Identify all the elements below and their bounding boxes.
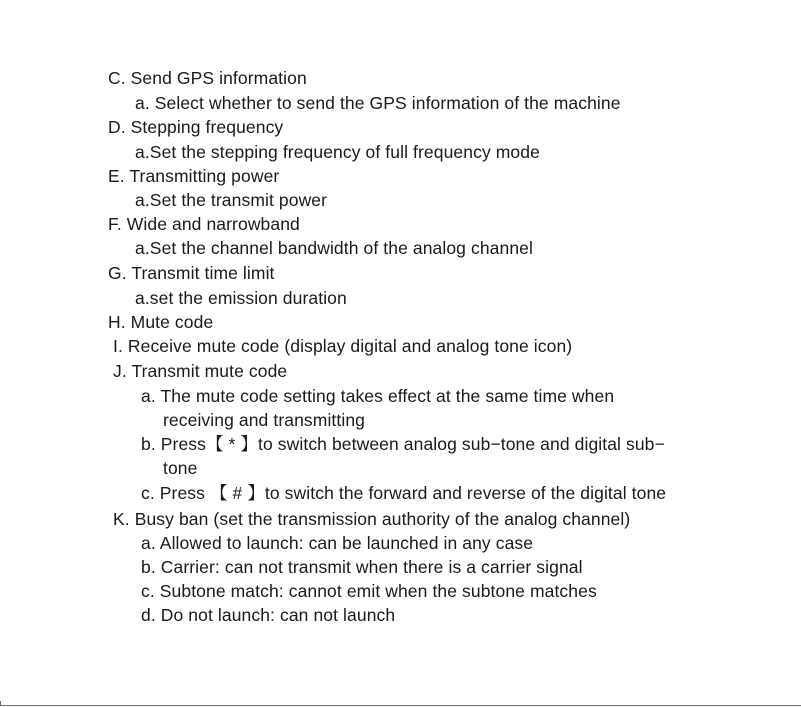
page-bottom-rule: [0, 705, 801, 706]
section-k-item-c: c. Subtone match: cannot emit when the subtone matches: [141, 581, 597, 601]
section-j-heading: J. Transmit mute code: [113, 361, 288, 381]
section-i-heading: I. Receive mute code (display digital and analog tone icon): [113, 336, 573, 356]
section-j-item-c: c. Press 【 # 】to switch the forward and reverse of the digital tone: [141, 483, 667, 503]
page-corner-mark: [0, 701, 6, 705]
section-k-item-a: a. Allowed to launch: can be launched in any case: [141, 533, 534, 553]
section-e-item-a: a.Set the transmit power: [135, 190, 328, 210]
section-d-item-a: a.Set the stepping frequency of full frequency mode: [135, 142, 540, 162]
section-f-item-a: a.Set the channel bandwidth of the analog channel: [135, 238, 533, 258]
section-c-heading: C. Send GPS information: [108, 68, 307, 88]
section-e-heading: E. Transmitting power: [108, 166, 280, 186]
section-f-heading: F. Wide and narrowband: [108, 214, 300, 234]
section-h-heading: H. Mute code: [108, 312, 214, 332]
section-g-heading: G. Transmit time limit: [108, 263, 275, 283]
section-j-item-b-continued: tone: [163, 458, 198, 478]
section-k-item-b: b. Carrier: can not transmit when there is a carrier signal: [141, 557, 583, 577]
section-d-heading: D. Stepping frequency: [108, 117, 284, 137]
section-c-item-a: a. Select whether to send the GPS information of the machine: [135, 93, 621, 113]
section-j-item-a: a. The mute code setting takes effect at the same time when: [141, 386, 615, 406]
section-k-item-d: d. Do not launch: can not launch: [141, 605, 396, 625]
section-k-heading: K. Busy ban (set the transmission authority of the analog channel): [113, 509, 631, 529]
section-g-item-a: a.set the emission duration: [135, 288, 347, 308]
section-j-item-a-continued: receiving and transmitting: [163, 410, 366, 430]
section-j-item-b: b. Press【 * 】to switch between analog sub−tone and digital sub−: [141, 434, 665, 454]
